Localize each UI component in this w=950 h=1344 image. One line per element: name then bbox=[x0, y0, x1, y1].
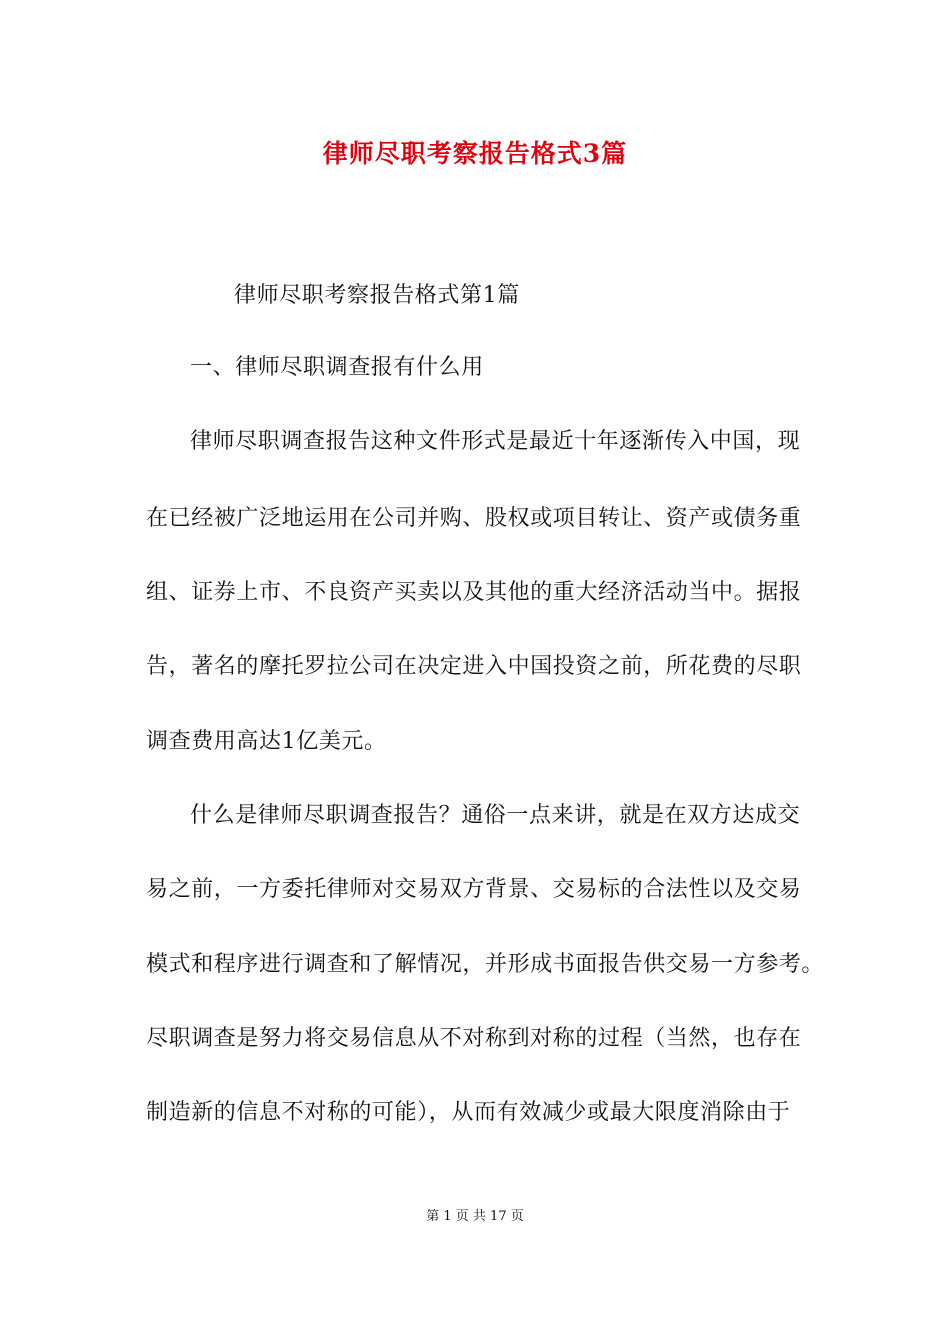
paragraph-line: 告，著名的摩托罗拉公司在决定进入中国投资之前，所花费的尽职 bbox=[146, 654, 802, 679]
subheading: 一、律师尽职调查报有什么用 bbox=[190, 355, 484, 380]
paragraph-line: 模式和程序进行调查和了解情况，并形成书面报告供交易一方参考。 bbox=[146, 952, 825, 977]
paragraph-line: 制造新的信息不对称的可能），从而有效减少或最大限度消除由于 bbox=[146, 1100, 791, 1125]
paragraph-line: 什么是律师尽职调查报告？通俗一点来讲，就是在双方达成交 bbox=[190, 803, 801, 828]
section-heading: 律师尽职考察报告格式第1篇 bbox=[234, 283, 520, 308]
paragraph-line: 在已经被广泛地运用在公司并购、股权或项目转让、资产或债务重 bbox=[146, 506, 802, 531]
page-number: 第 1 页 共 17 页 bbox=[426, 1209, 524, 1224]
paragraph-line: 律师尽职调查报告这种文件形式是最近十年逐渐传入中国，现 bbox=[190, 429, 801, 454]
paragraph-line: 尽职调查是努力将交易信息从不对称到对称的过程（当然，也存在 bbox=[146, 1026, 802, 1051]
paragraph-line: 易之前，一方委托律师对交易双方背景、交易标的合法性以及交易 bbox=[146, 877, 802, 902]
document-title: 律师尽职考察报告格式3篇 bbox=[322, 139, 628, 168]
paragraph-line: 调查费用高达1亿美元。 bbox=[146, 729, 387, 754]
paragraph-line: 组、证券上市、不良资产买卖以及其他的重大经济活动当中。据报 bbox=[146, 580, 802, 605]
